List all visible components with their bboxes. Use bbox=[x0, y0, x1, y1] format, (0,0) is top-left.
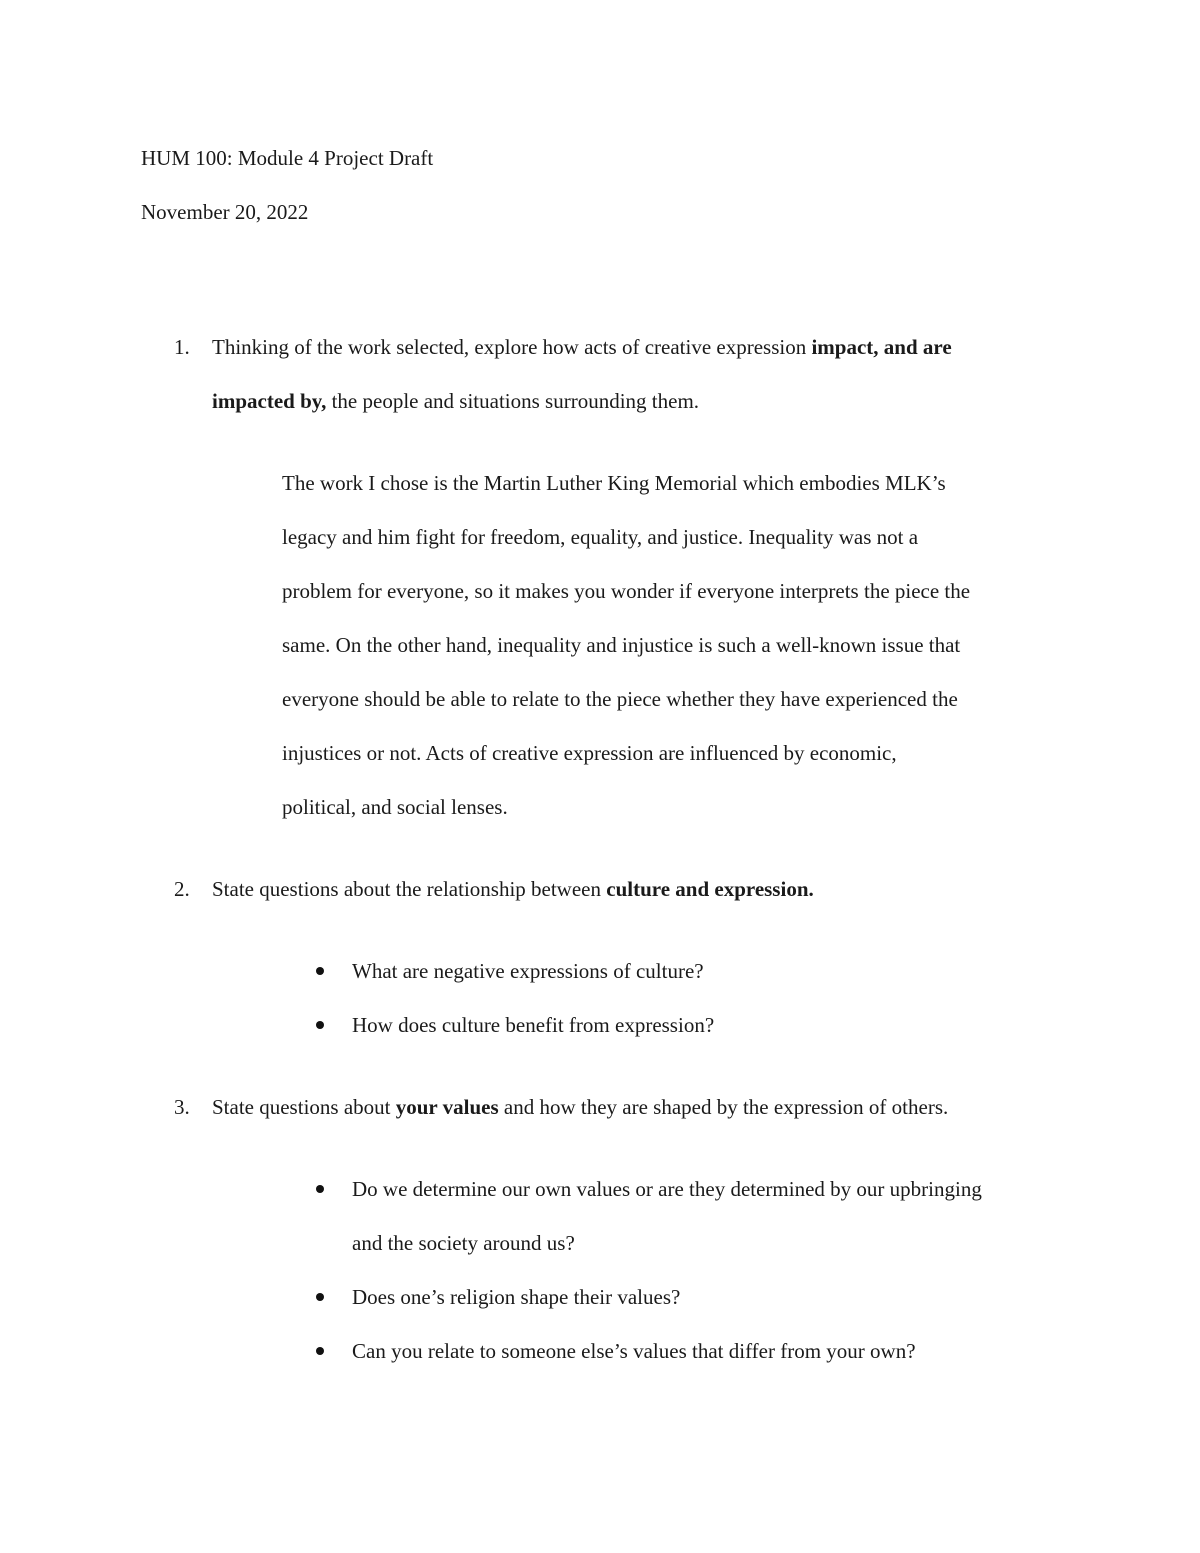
bullet-item: Does one’s religion shape their values? bbox=[352, 1285, 681, 1309]
bullet-item: What are negative expressions of culture? bbox=[352, 959, 704, 983]
question-text-line: State questions about your values and how they are shaped by the expression of others. bbox=[212, 1095, 949, 1119]
answer-line: The work I chose is the Martin Luther King Memorial which embodies MLK’s bbox=[282, 471, 946, 495]
answer-line: everyone should be able to relate to the piece whether they have experienced the bbox=[282, 687, 958, 711]
answer-line: problem for everyone, so it makes you wonder if everyone interprets the piece the bbox=[282, 579, 971, 603]
bullet-item: How does culture benefit from expression? bbox=[352, 1013, 715, 1037]
question-text-line: impacted by, the people and situations surrounding them. bbox=[212, 389, 700, 413]
question-number: 1. bbox=[174, 335, 190, 359]
answer-line: same. On the other hand, inequality and injustice is such a well-known issue that bbox=[282, 633, 961, 657]
document-date: November 20, 2022 bbox=[141, 200, 309, 224]
question-text-line: State questions about the relationship between culture and expression. bbox=[212, 877, 814, 901]
bullet-icon bbox=[316, 1347, 324, 1355]
bullet-item-continuation: and the society around us? bbox=[352, 1231, 575, 1255]
bullet-item: Can you relate to someone else’s values that differ from your own? bbox=[352, 1339, 916, 1363]
answer-line: legacy and him fight for freedom, equality, and justice. Inequality was not a bbox=[282, 525, 919, 549]
bullet-icon bbox=[316, 967, 324, 975]
bullet-item: Do we determine our own values or are they determined by our upbringing bbox=[352, 1177, 982, 1201]
question-number: 3. bbox=[174, 1095, 190, 1119]
bullet-icon bbox=[316, 1021, 324, 1029]
bullet-icon bbox=[316, 1185, 324, 1193]
answer-line: political, and social lenses. bbox=[282, 795, 508, 819]
bullet-icon bbox=[316, 1293, 324, 1301]
answer-line: injustices or not. Acts of creative expression are influenced by economic, bbox=[282, 741, 897, 765]
document-title: HUM 100: Module 4 Project Draft bbox=[141, 146, 434, 170]
question-text-line: Thinking of the work selected, explore how acts of creative expression impact, and are bbox=[212, 335, 952, 359]
question-number: 2. bbox=[174, 877, 190, 901]
